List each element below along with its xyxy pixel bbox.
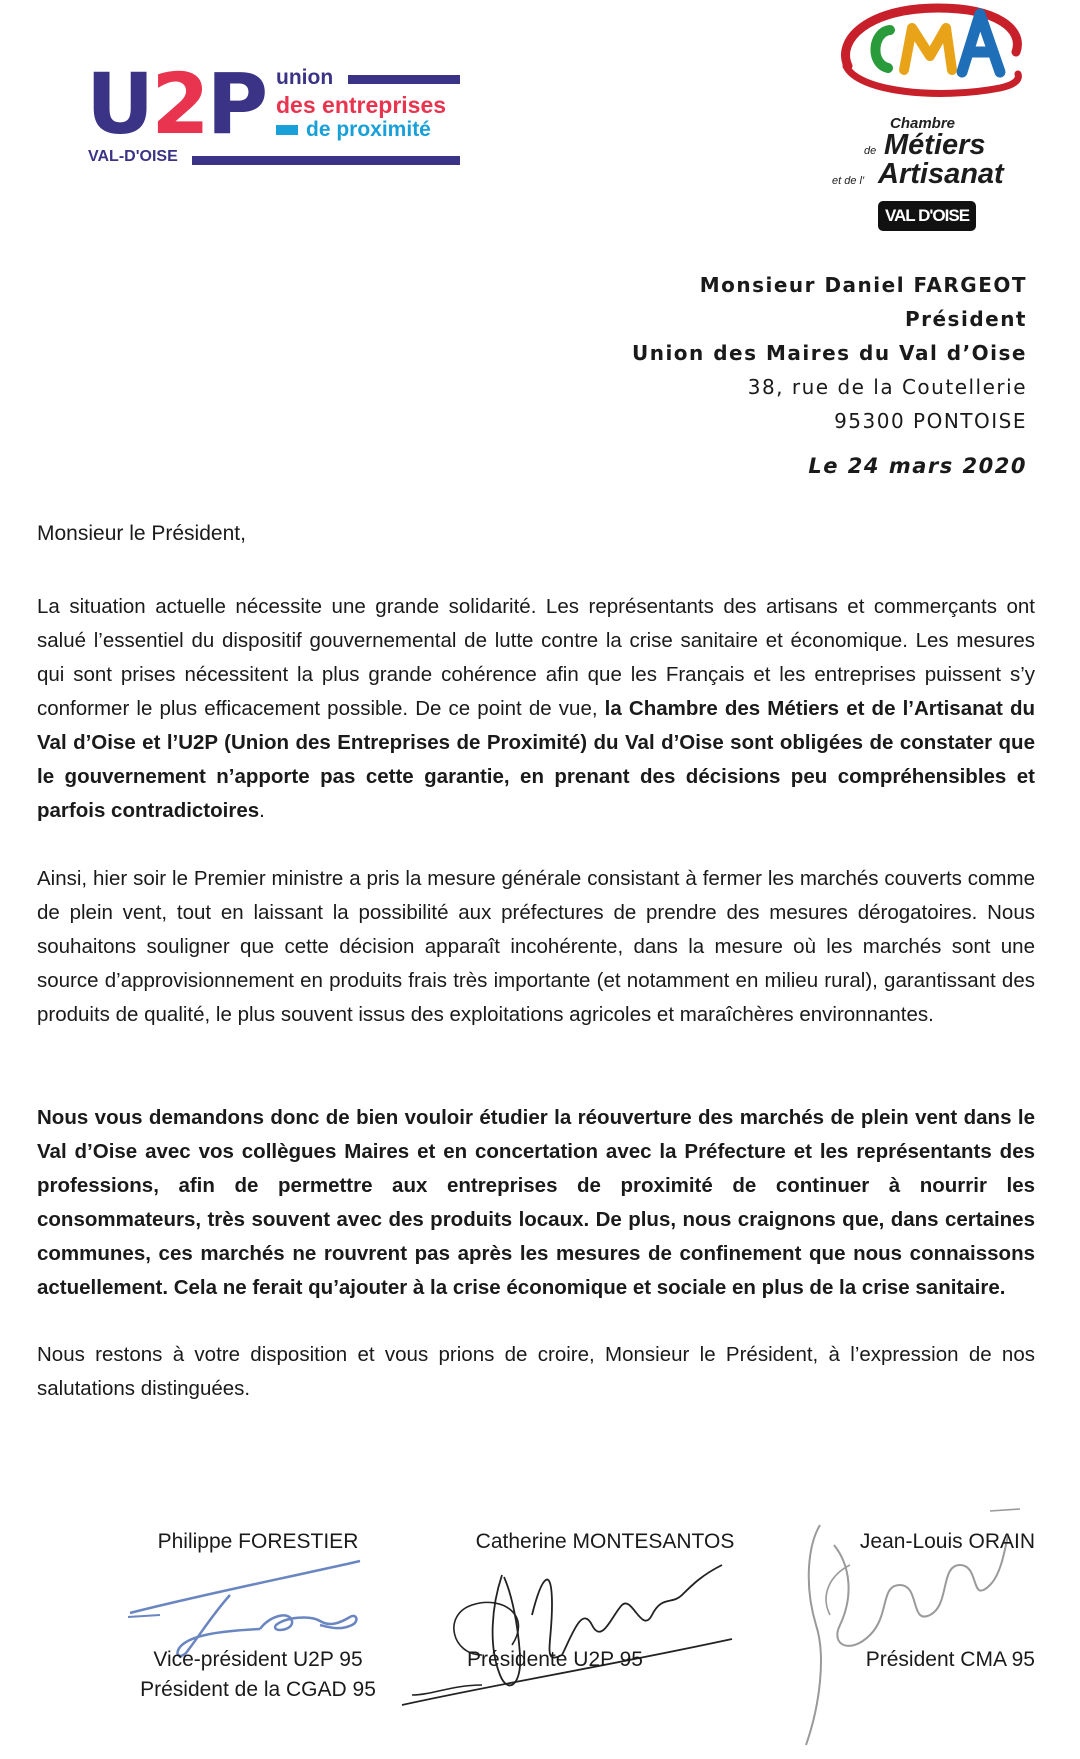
signatory-1-name: Philippe FORESTIER [157, 1530, 359, 1553]
signatory-3-role: Président CMA 95 [865, 1648, 1035, 1671]
u2p-logo-line2: des entreprises [276, 92, 447, 118]
paragraph-1-text: La situation actuelle nécessite une grande solidarité. Les représentants des artisans et commerçants ont salué l’essentiel du dispositif gouvernemental de lutte contre la crise sanitaire et économique. Les mesures qui sont prises nécessitent la plus grande cohérence afin que les Français et les entreprises puissent s’y conformer le plus efficacement possible. De ce point de vue, [37, 595, 1035, 720]
recipient-organization: Union des Maires du Val d’Oise [631, 341, 1027, 365]
letter-date: Le 24 mars 2020 [808, 454, 1027, 478]
paragraph-1 [37, 590, 1035, 828]
cma-artisanat: Artisanat [878, 158, 1004, 190]
recipient-city: 95300 PONTOISE [834, 409, 1027, 433]
signatory-2-name: Catherine MONTESANTOS [475, 1530, 735, 1553]
u2p-logo-line3: de proximité [306, 118, 431, 141]
signatory-3-name: Jean-Louis ORAIN [859, 1530, 1035, 1553]
recipient-title: Président [904, 307, 1027, 331]
u2p-logo-mark: U2P [86, 55, 266, 153]
cma-et-de-l: et de l' [832, 175, 865, 187]
cma-emblem [828, 0, 1028, 110]
u2p-logo-line1: union [276, 66, 334, 89]
cma-chambre: Chambre [890, 115, 956, 132]
paragraph-1-bold: la Chambre des Métiers et de l’Artisanat du Val d’Oise et l’U2P (Union des Entreprises de Proximité) du Val d’Oise sont obligées de constater que le gouvernement n’apporte pas cette garantie, en prenant des décisions peu compréhensibles et parfois contradictoires [37, 697, 1036, 822]
paragraph-3: Nous vous demandons donc de bien vouloir étudier la réouverture des marchés de plein vent dans le Val d’Oise avec vos collègues Maires et en concertation avec la Préfecture et les représentants des professions, afin de permettre aux entreprises de proximité de continuer à nourrir les consommateurs, très souvent avec des produits locaux. De plus, nous craignons que, dans certaines communes, ces marchés ne rouvrent pas après les mesures de confinement que nous connaissons actuellement. Cela ne ferait qu’ajouter à la crise économique et sociale en plus de la crise sanitaire. [37, 1106, 1035, 1299]
recipient-street: 38, rue de la Coutellerie [747, 375, 1027, 399]
paragraph-1-end: . [259, 799, 265, 822]
u2p-logo-bar [348, 75, 460, 84]
u2p-logo [86, 55, 466, 172]
cma-metiers: Métiers [884, 129, 986, 161]
signatory-2-role: Présidente U2P 95 [467, 1648, 643, 1671]
u2p-logo-region: VAL-D'OISE [88, 148, 178, 165]
recipient-address [632, 268, 1027, 438]
signatory-1-role-2: Président de la CGAD 95 [140, 1678, 376, 1701]
signatory-1-role: Vice-président U2P 95 [153, 1648, 363, 1671]
u2p-logo-bar [192, 156, 460, 165]
salutation: Monsieur le Président, [37, 522, 246, 545]
cma-logo [828, 0, 1028, 240]
signature-montesantos [392, 1545, 742, 1715]
cma-badge: VAL D'OISE [878, 201, 976, 231]
recipient-name: Monsieur Daniel FARGEOT [699, 273, 1027, 297]
cma-de: de [864, 145, 877, 157]
paragraph-4: Nous restons à votre disposition et vous prions de croire, Monsieur le Président, à l’expression de nos salutations distinguées. [37, 1343, 1035, 1400]
paragraph-2: Ainsi, hier soir le Premier ministre a pris la mesure générale consistant à fermer les marchés couverts comme de plein vent, tout en laissant la possibilité aux préfectures de prendre des mesures dérogatoires. Nous souhaitons souligner que cette décision apparaît incohérente, dans la mesure où les marchés sont une source d’approvisionnement en produits frais très importante (et notamment en milieu rural), garantissant des produits de qualité, le plus souvent issus des exploitations agricoles et maraîchères environnantes. [37, 867, 1035, 1026]
u2p-logo-square [276, 125, 298, 135]
